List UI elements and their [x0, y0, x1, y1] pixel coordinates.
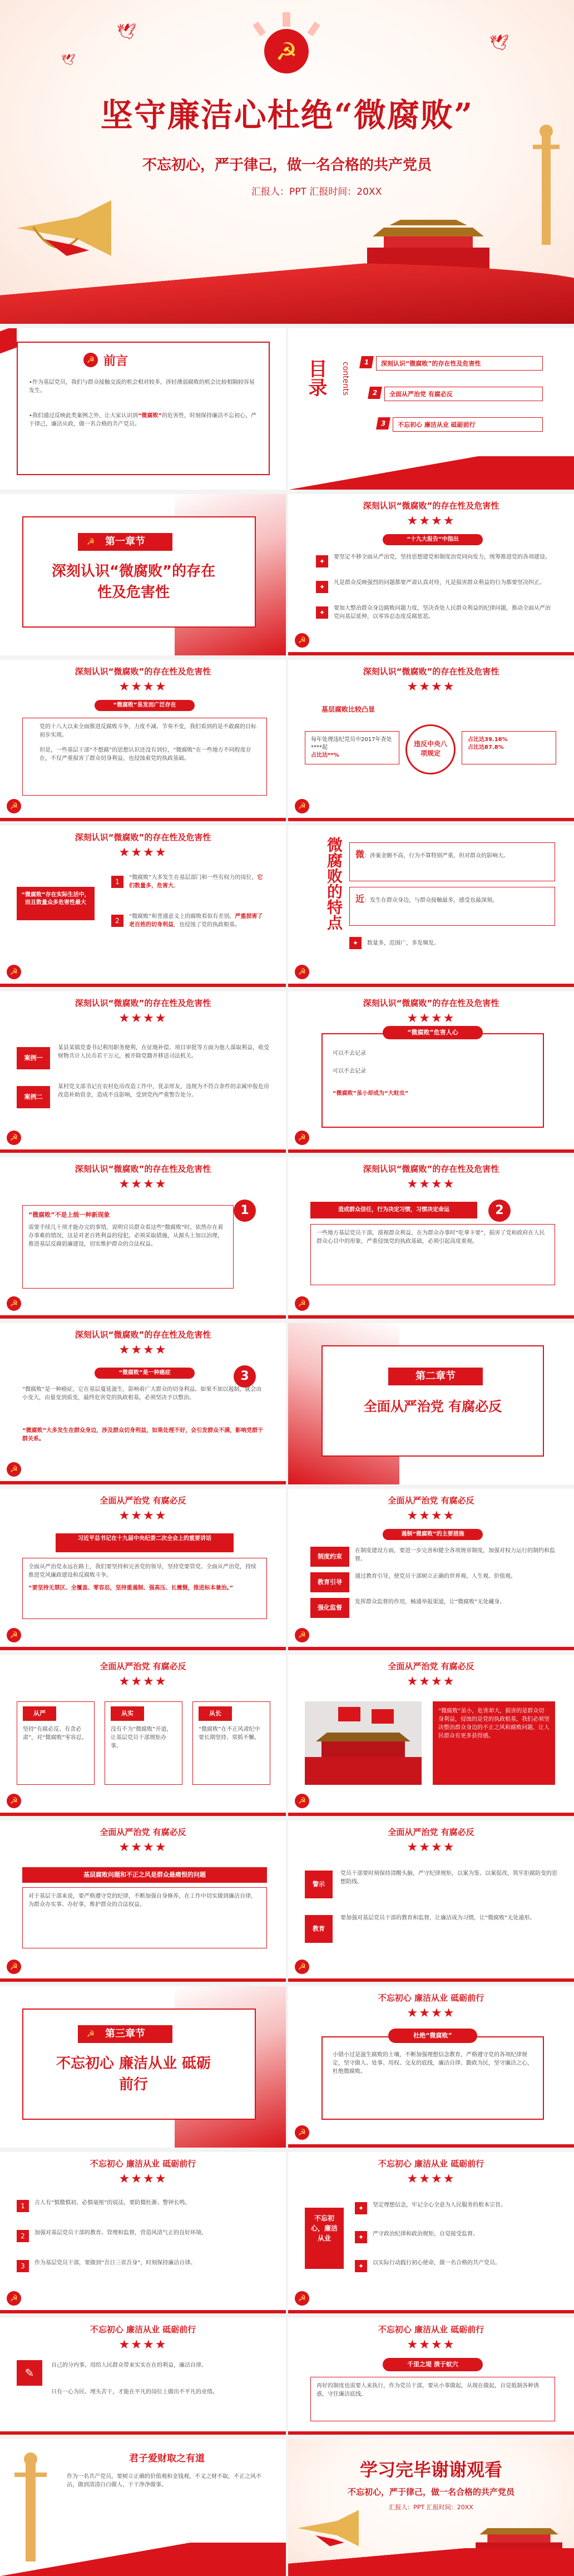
toc-label: contents	[341, 362, 350, 396]
bottom-bar	[0, 1315, 286, 1319]
content-slide[interactable]	[288, 1157, 574, 1319]
cover-reporter: 汇报人：PPT 汇报时间：20XX	[251, 186, 382, 198]
feature-text: ：涉案金额不高，行为不算特别严重，但对群众的影响大。	[364, 853, 509, 859]
paragraph: 作为一名共产党员，要树立正确的价值观和金钱观，不义之财不取，不正之风不沾，做到清清白白做人、干干净净做事。	[67, 2474, 261, 2488]
slide-title: 全面从严治党 有腐必反	[100, 1661, 186, 1671]
content-slide[interactable]	[288, 826, 574, 987]
list-item: 加强对基层党员干部的教育、管理和监督，营造风清气正的良好环境。	[34, 2230, 207, 2236]
toc-title: 目录	[305, 359, 327, 397]
row-text: 发挥群众监督的作用，畅通举报渠道，让“微腐败”无处藏身。	[355, 1599, 506, 1605]
center-label: 违反中央八项规定	[413, 740, 447, 757]
toc-number: 3	[376, 417, 390, 430]
content-slide[interactable]	[0, 2439, 286, 2576]
stars-decoration: ★★★★	[407, 680, 456, 694]
tiananmen-icon	[362, 220, 495, 270]
dove-icon: 🕊	[61, 53, 76, 66]
bullet-icon: 2	[17, 2230, 29, 2242]
stars-decoration: ★★★★	[407, 1509, 456, 1523]
cover-slide[interactable]	[0, 0, 574, 324]
bottom-bar	[288, 1647, 574, 1650]
list-item: 要加大整治群众身边腐败问题力度，坚决查处人民群众利益的纪律问题，推动全面从严治党向基层延伸，以零容忍态度反腐惩恶。	[334, 605, 551, 620]
bullet-icon: ✦	[316, 606, 328, 619]
content-slide[interactable]	[288, 1655, 574, 1816]
content-slide[interactable]	[0, 1157, 286, 1319]
party-flag-icon	[295, 2291, 309, 2306]
paragraph: 党的十八大以来全面推进反腐败斗争，力度不减、节奏不变，我们看到的是不敢腐的目标初步实现。	[39, 724, 256, 738]
dove-icon: 🕊	[489, 33, 509, 52]
number-badge: 1	[234, 1200, 256, 1222]
stars-decoration: ★★★★	[118, 1343, 167, 1357]
party-flag-icon	[7, 1131, 21, 1145]
side-callout: “微腐败”存在实际生活中，而且数量众多危害性最大	[17, 887, 95, 920]
content-slide[interactable]	[0, 1323, 286, 1484]
party-flag-icon	[83, 535, 98, 549]
row-text: 在制度建设方面，要进一步完善和健全各项规章制度，加强对权力运行的制约和监督。	[355, 1548, 555, 1562]
slide-title: 全面从严治党 有腐必反	[388, 1661, 474, 1671]
party-flag-icon	[7, 1960, 21, 1974]
chapter-title: 全面从严治党 有腐必反	[363, 1399, 502, 1414]
party-flag-icon	[7, 1296, 21, 1311]
section-badge: “十九大报告”中指出	[383, 534, 483, 545]
slide-title: 全面从严治党 有腐必反	[100, 1496, 186, 1506]
section-badge: “微腐败”易发而广泛存在	[95, 700, 195, 711]
content-slide[interactable]	[0, 1655, 286, 1816]
stars-decoration: ★★★★	[407, 1840, 456, 1854]
bugle-icon	[11, 195, 122, 261]
stars-decoration: ★★★★	[407, 1675, 456, 1689]
paragraph: 全面从严治党永远在路上，我们要坚持和完善党的领导，坚持党要管党、全面从严治党，持续推进党风廉政建设和反腐败斗争。	[28, 1564, 256, 1578]
content-slide[interactable]	[0, 1820, 286, 1982]
item-highlight: 它们数量多，危害大	[129, 875, 263, 889]
stars-decoration: ★★★★	[118, 2338, 167, 2352]
highlight-banner: 习近平总书记在十九届中央纪委二次全会上的重要讲话	[56, 1533, 234, 1552]
stars-decoration: ★★★★	[407, 1011, 456, 1025]
red-ribbon	[0, 263, 574, 324]
paragraph: 小错小过是滋生腐败的土壤，不断加强理想信念教育，严格遵守党的各项纪律规定，坚守做人、处事、用权、交友的底线，廉洁自律、勤政为民，坚守廉洁之心，杜绝微腐败。	[333, 2052, 533, 2075]
stars-decoration: ★★★★	[118, 680, 167, 694]
case-tag: 案例二	[17, 1086, 50, 1108]
bullet-icon: ✦	[316, 581, 328, 593]
bottom-bar	[288, 1149, 574, 1153]
chapter-badge: 第二章节	[388, 1368, 483, 1385]
list-item	[129, 912, 268, 929]
content-slide[interactable]	[288, 660, 574, 821]
list-item: 凡是群众反映强烈的问题都要严肃认真对待，凡是损害群众利益的行为都要坚决纠正。	[334, 580, 545, 586]
cover-subtitle: 不忘初心，严于律己，做一名合格的共产党员	[142, 157, 432, 174]
stars-decoration: ★★★★	[118, 1509, 167, 1523]
paragraph: 可以不去记录	[333, 1068, 366, 1074]
bullet-icon: ✦	[355, 2260, 367, 2272]
bottom-bar	[288, 1813, 574, 1816]
section-badge: 千里之堤 溃于蚁穴	[383, 2358, 483, 2371]
paragraph: 要加强对基层党员干部的教育和监督，让廉洁成为习惯，让“微腐败”无处遁形。	[340, 1915, 536, 1921]
content-slide[interactable]	[288, 1820, 574, 1982]
chapter-badge: 第一章节	[78, 533, 172, 551]
row-text: 通过教育引导，使党员干部树立正确的世界观、人生观、价值观。	[355, 1573, 516, 1580]
case-text: 某村党支部书记在农村危房改造工作中，优亲厚友，违规为不符合条件的亲属申报危房改造补助资金，造成不良影响，受到党内严重警告处分。	[58, 1084, 269, 1098]
item-text: ，也侵蚀了党的执政根基。	[174, 922, 240, 928]
case-text: 某县某镇党委书记利用职务便利，在征地补偿、项目审批等方面为他人谋取利益，收受财物共计人民币若干万元，被开除党籍并移送司法机关。	[58, 1045, 269, 1059]
case-tag: 案例一	[17, 1047, 50, 1069]
bugle-icon	[294, 2506, 366, 2550]
content-slide[interactable]	[0, 1489, 286, 1650]
bottom-bar	[0, 1978, 286, 1982]
feature-heading: 微腐败的特点	[325, 837, 343, 930]
content-frame	[22, 1205, 234, 1289]
tiananmen-photo-icon	[305, 1701, 422, 1785]
content-slide[interactable]	[288, 991, 574, 1153]
preface-paragraph-2	[29, 412, 257, 428]
stat-box	[305, 731, 399, 764]
party-flag-icon	[295, 965, 309, 979]
stat-box	[462, 731, 556, 764]
party-flag-icon	[83, 353, 98, 367]
bottom-bar	[0, 1813, 286, 1816]
ending-slide[interactable]	[288, 2439, 574, 2576]
highlight-banner: 造成群众信任，行为决定习惯，习惯决定命运	[310, 1202, 477, 1218]
slide-title: 君子爱财取之有道	[129, 2453, 205, 2464]
stat-text: 每年处理违纪党员中2017年查处****起	[311, 737, 392, 751]
stars-decoration: ★★★★	[407, 2338, 456, 2352]
red-ribbon	[0, 2543, 286, 2576]
card-tag: 从长	[199, 1706, 232, 1721]
party-flag-icon	[295, 1296, 309, 1311]
bottom-bar	[288, 2144, 574, 2148]
paragraph: 党员干部要时刻保持清醒头脑，严守纪律规矩，以案为鉴、以案促改，筑牢拒腐防变的思想防线。	[340, 1871, 557, 1885]
row-tag: 教育引导	[310, 1572, 349, 1592]
bullet-icon: 1	[17, 2200, 29, 2212]
chapter-title: 深刻认识“微腐败”的存在性及危害性	[51, 563, 216, 601]
bullet-icon: ✦	[316, 555, 328, 567]
slide-title: 不忘初心 廉洁从业 砥砺前行	[378, 2325, 484, 2335]
stars-decoration: ★★★★	[118, 1675, 167, 1689]
content-frame	[310, 2377, 555, 2421]
party-flag-icon	[83, 2027, 98, 2041]
card	[17, 1701, 95, 1785]
stars-decoration: ★★★★	[407, 1177, 456, 1191]
content-slide[interactable]	[288, 2152, 574, 2313]
bottom-bar	[288, 2310, 574, 2313]
feature-card	[349, 842, 555, 881]
stars-decoration: ★★★★	[118, 1840, 167, 1854]
party-flag-icon	[295, 1960, 309, 1974]
pen-icon: ✎	[17, 2360, 42, 2386]
bottom-bar	[288, 818, 574, 821]
preface-text: •我们通过反映此类案例之外，让大家认识到	[29, 413, 138, 419]
slide-title: 深刻认识“微腐败”的存在性及危害性	[75, 667, 211, 677]
ending-reporter: 汇报人：PPT 汇报时间：20XX	[389, 2504, 473, 2511]
content-slide[interactable]	[288, 2318, 574, 2435]
slide-title: 深刻认识“微腐败”的存在性及危害性	[363, 501, 499, 511]
item-highlight: 严重损害了老百姓的切身利益	[129, 914, 263, 928]
preface-text: 的危害性，时刻保持廉洁不忘初心，严于律己，廉洁从政，做一名合格的共产党员。	[29, 413, 257, 427]
bullet-icon: ✦	[355, 2231, 367, 2243]
party-flag-icon	[295, 1628, 309, 1642]
card	[192, 1701, 270, 1785]
paragraph: 再好的制度也需要人来执行，作为党员干部，要从小事做起，从现在做起，自觉抵制各种诱惑，守住廉洁底线。	[316, 2383, 539, 2397]
bullet-icon: ✦	[349, 937, 362, 949]
number-badge: 3	[234, 1365, 256, 1388]
side-callout: 不忘初心，廉洁从业	[305, 2208, 344, 2269]
stars-decoration: ★★★★	[407, 2006, 456, 2020]
list-item: 以实际行动践行初心使命，做一名合格的共产党员。	[373, 2260, 501, 2266]
party-flag-icon	[295, 799, 309, 813]
case-tag: 警示	[305, 1871, 333, 1898]
list-item: 作为基层党员干部，要做到“吾日三省吾身”，时刻保持廉洁自律。	[34, 2260, 196, 2266]
toc-item[interactable]: 全面从严治党 有腐必反	[384, 387, 543, 401]
content-slide[interactable]	[0, 660, 286, 821]
section-badge: “微腐败”危害人心	[383, 1026, 483, 1039]
paragraph: “要坚持无禁区、全覆盖、零容忍，坚持重遏制、强高压、长震慑，推进标本兼治。”	[28, 1585, 234, 1591]
card-text: 坚持“有腐必反、有贪必肃”，对“微腐败”零容忍。	[23, 1726, 87, 1741]
preface-paragraph-1: •作为基层党员，我们与群众接触交流的机会相对较多，涉轻薄弱腐败的机会比较相隔较容易发生。	[29, 379, 255, 394]
party-flag-icon	[7, 1794, 21, 1808]
chapter1-cover-slide[interactable]	[0, 494, 286, 655]
bullet-icon: 3	[17, 2260, 29, 2272]
row-tag: 强化监督	[310, 1598, 349, 1618]
bullet-icon: ✦	[355, 2202, 367, 2214]
bottom-bar	[0, 1481, 286, 1484]
chapter-badge: 第三章节	[78, 2025, 172, 2043]
paragraph: 只有一心为民、埋头苦干，才能在平凡的岗位上做出不平凡的业绩。	[51, 2389, 218, 2395]
list-item: 坚定理想信念，牢记全心全意为人民服务的根本宗旨。	[373, 2202, 506, 2208]
item-text: “微腐败”和普通意义上的腐败看似有差别，	[129, 914, 235, 920]
card-text: 没有不为“微腐败”开道，让基层党员干部规矩办事。	[111, 1726, 172, 1749]
paragraph: 需要手续几十项才能办完的事情，说明官员群众看这些“微腐败”时，依然存在着办事难的情况，这是对老百姓利益的侵犯，必须采取措施，从源头上加以治理，推进基层反腐倡廉建设，切实维护群众的合法权益。	[28, 1225, 224, 1247]
bottom-bar	[288, 1978, 574, 1982]
bottom-bar	[288, 984, 574, 987]
stat-value: 占比达87.8%	[468, 744, 504, 751]
content-frame	[22, 718, 267, 796]
highlight-banner: 基层腐败问题和不正之风是群众最痛恨的问题	[22, 1867, 267, 1883]
content-frame	[321, 2036, 544, 2120]
slide-title: 深刻认识“微腐败”的存在性及危害性	[75, 1164, 211, 1174]
case-tag: 教育	[305, 1915, 333, 1943]
section-badge: 杜绝“微腐败”	[388, 2029, 477, 2043]
content-slide[interactable]	[288, 1986, 574, 2148]
chapter2-cover-slide[interactable]	[288, 1323, 574, 1484]
content-slide[interactable]	[288, 1489, 574, 1650]
preface-heading: 前言	[103, 354, 128, 368]
highlight-text: “微腐败”大多发生在群众身边，涉及群众切身利益，如果处理不好，会引发群众不满，影响党群干群关系。	[22, 1428, 264, 1442]
stars-decoration: ★★★★	[118, 846, 167, 860]
preface-frame	[17, 342, 270, 475]
slide-title: 全面从严治党 有腐必反	[100, 1827, 186, 1837]
bottom-bar	[0, 1647, 286, 1650]
bottom-bar	[288, 1315, 574, 1319]
content-slide[interactable]	[0, 2152, 286, 2313]
feature-key: 微	[355, 849, 365, 860]
slide-title: 深刻认识“微腐败”的存在性及危害性	[363, 667, 499, 677]
slide-title: 不忘初心 廉洁从业 砥砺前行	[378, 1993, 484, 2003]
toc-slide[interactable]	[288, 328, 574, 490]
paragraph: 一些地方基层党员干部，漠视群众利益，在为群众办事时“吃拿卡要”，损害了党和政府在人民群众心目中的形象，严重侵蚀党的执政基础，必须引起高度重视。	[316, 1230, 545, 1245]
section-badge: “微腐败”是一种癌症	[95, 1368, 195, 1379]
slide-title: 深刻认识“微腐败”的存在性及危害性	[75, 998, 211, 1008]
section-heading: “微腐败”不是上级一种新现象	[28, 1211, 110, 1218]
card-text: “微腐败”在不正风肃纪中要长期坚持、常抓不懈。	[199, 1726, 260, 1741]
slide-title: 深刻认识“微腐败”的存在性及危害性	[363, 998, 499, 1008]
paragraph: 对于基层干部来说，要严格遵守党的纪律，不断加强自身修养，在工作中切实做到廉洁自律，为群众办实事、办好事，维护群众的合法权益。	[28, 1893, 256, 1908]
party-flag-icon	[295, 1794, 309, 1808]
feature-card	[349, 887, 555, 926]
content-slide[interactable]	[0, 2318, 286, 2435]
bottom-bar	[0, 2310, 286, 2313]
list-item: 严守政治纪律和政治规矩，自觉接受监督。	[373, 2231, 478, 2237]
row-tag: 制度约束	[310, 1547, 349, 1567]
stars-decoration: ★★★★	[118, 2172, 167, 2186]
red-ribbon	[288, 2548, 574, 2576]
bullet-icon: 2	[111, 915, 123, 927]
chapter3-cover-slide[interactable]	[0, 1986, 286, 2148]
toc-item[interactable]: 不忘初心 廉洁从业 砥砺前行	[393, 417, 543, 432]
bottom-bar	[0, 2431, 286, 2435]
paragraph: “微腐败”是一种癌症，它在基层蔓延滋生，影响着广大群众的切身利益。如果不加以遏制，就会由小变大，由量变到质变，最终危害党的执政根基，必须坚决予以整治。	[22, 1386, 262, 1401]
slide-title: 全面从严治党 有腐必反	[388, 1827, 474, 1837]
bottom-bar	[0, 818, 286, 821]
list-item: 古人有“慎微慎初、必慎毫厘”的说法，要防微杜渐、警钟长鸣。	[34, 2200, 191, 2206]
content-slide[interactable]	[0, 826, 286, 987]
toc-item[interactable]: 深刻认识“微腐败”的存在性及危害性	[376, 356, 543, 371]
toc-number: 1	[359, 356, 374, 368]
toc-number: 2	[368, 387, 382, 399]
content-slide[interactable]	[0, 991, 286, 1153]
slide-title: 不忘初心 廉洁从业 砥砺前行	[378, 2159, 484, 2169]
slide-title: 深刻认识“微腐败”的存在性及危害性	[363, 1164, 499, 1174]
cover-title: 坚守廉洁心杜绝“微腐败”	[100, 96, 474, 134]
highlight-text: “微腐败”虽小却成为“大蛀虫”	[333, 1090, 409, 1097]
paragraph: 但是，一些基层干部“不想腐”的思想认识还没有到位，“微腐败”在一些地方不同程度存在，不仅严重损害了群众切身利益，也侵蚀着党的执政基础。	[39, 747, 251, 762]
slide-title: 不忘初心 廉洁从业 砥砺前行	[90, 2325, 196, 2335]
party-flag-icon	[295, 2125, 309, 2140]
feature-text: ：发生在群众身边，与群众接触最多，感受也最深刻。	[364, 897, 498, 904]
content-frame	[22, 1887, 267, 1948]
svg-text:☭: ☭	[275, 38, 298, 66]
bottom-bar	[0, 1149, 286, 1153]
party-flag-icon	[7, 1462, 21, 1477]
section-badge: 遏制“微腐败”的主要措施	[383, 1529, 483, 1540]
list-item	[129, 874, 268, 890]
quote-box: “微腐败”虽小，危害却大，损害的是群众切身利益，侵蚀的是党的执政根基，我们必须坚决整治群众身边的不正之风和腐败问题，让人民群众有更多获得感。	[433, 1701, 555, 1785]
party-flag-icon	[295, 1131, 309, 1145]
bottom-bar	[288, 652, 574, 655]
slide-title: 深刻认识“微腐败”的存在性及危害性	[75, 1330, 211, 1340]
slide-title: 不忘初心 廉洁从业 砥砺前行	[90, 2159, 196, 2169]
slide-title: 全面从严治党 有腐必反	[388, 1496, 474, 1506]
ending-title: 学习完毕谢谢观看	[359, 2459, 502, 2480]
party-flag-icon	[7, 2291, 21, 2306]
content-frame	[321, 1033, 544, 1128]
chart-label: 基层腐败比较凸显	[321, 705, 375, 713]
item-text: “微腐败”大多发生在基层部门和一些有权力的岗位，	[129, 875, 258, 881]
content-frame	[22, 1558, 267, 1619]
stars-decoration: ★★★★	[407, 2172, 456, 2186]
corner-ribbon	[0, 328, 17, 353]
party-flag-icon	[7, 965, 21, 979]
paragraph: 自己的分内事，用给人民群众带来实实在在的利益，廉洁自律。	[51, 2362, 207, 2368]
card	[105, 1701, 182, 1785]
stars-decoration: ★★★★	[118, 1177, 167, 1191]
list-item: 要坚定不移全面从严治党，坚持思想建党和制度治党同向发力，统筹推进党的各项建设。	[334, 554, 551, 560]
chapter-title: 不忘初心 廉洁从业 砥砺前行	[56, 2055, 211, 2093]
card-tag: 从实	[111, 1706, 144, 1721]
stars-decoration: ★★★★	[118, 1011, 167, 1025]
ending-subtitle: 不忘初心，严于律己，做一名合格的共产党员	[347, 2487, 514, 2497]
party-emblem-icon	[239, 12, 334, 79]
feature-text: 数量多，范围广，多发频发。	[367, 940, 439, 946]
stat-value: 占比达39.16%	[468, 737, 508, 743]
number-badge: 2	[488, 1200, 511, 1222]
content-slide[interactable]	[288, 494, 574, 655]
red-ribbon	[288, 456, 574, 490]
preface-slide[interactable]	[0, 328, 286, 490]
party-flag-icon	[7, 799, 21, 813]
bullet-icon: 1	[111, 876, 123, 888]
bottom-bar	[0, 984, 286, 987]
bottom-bar	[288, 2431, 574, 2435]
slide-title: 深刻认识“微腐败”的存在性及危害性	[75, 832, 211, 842]
stars-decoration: ★★★★	[407, 514, 456, 528]
party-flag-icon	[7, 1628, 21, 1642]
huabiao-pillar-icon	[530, 122, 563, 245]
item-text: 。	[174, 883, 179, 889]
card-tag: 从严	[23, 1706, 56, 1721]
paragraph: 可以不去记录	[333, 1050, 366, 1057]
party-flag-icon	[295, 633, 309, 648]
feature-key: 近	[355, 894, 365, 904]
preface-highlight: “微腐败”	[137, 413, 162, 419]
content-frame	[310, 1224, 555, 1285]
dove-icon: 🕊	[117, 22, 137, 41]
stat-value: 占比达**%	[311, 752, 339, 758]
